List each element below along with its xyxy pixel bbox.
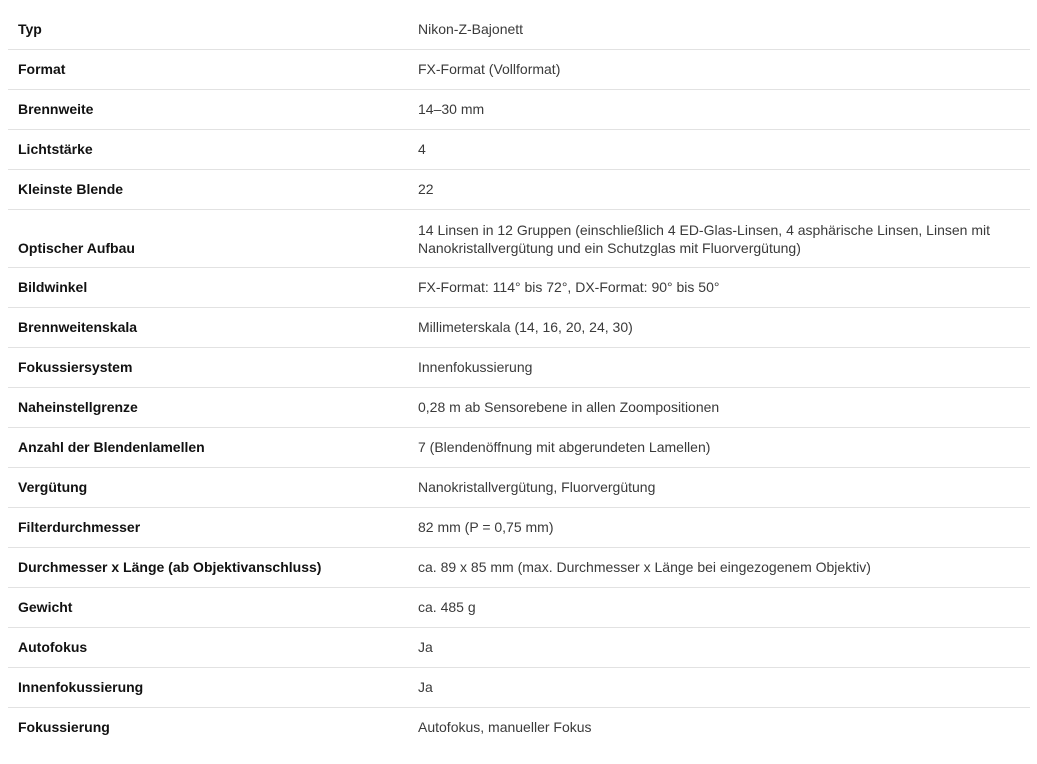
- spec-row-fokussierung: [8, 708, 1030, 748]
- spec-label: Vergütung: [8, 468, 408, 508]
- spec-value: 14–30 mm: [408, 90, 1030, 130]
- spec-label: Format: [8, 50, 408, 90]
- spec-value: Nanokristallvergütung, Fluorvergütung: [408, 468, 1030, 508]
- spec-value: Millimeterskala (14, 16, 20, 24, 30): [408, 308, 1030, 348]
- spec-value: 0,28 m ab Sensorebene in allen Zoompositionen: [408, 388, 1030, 428]
- spec-value: Innenfokussierung: [408, 348, 1030, 388]
- spec-row-format: [8, 50, 1030, 90]
- spec-label: Naheinstellgrenze: [8, 388, 408, 428]
- spec-row-gewicht: [8, 588, 1030, 628]
- spec-label: Fokussiersystem: [8, 348, 408, 388]
- spec-row-verguetung: [8, 468, 1030, 508]
- spec-label: Fokussierung: [18, 719, 110, 735]
- spec-value: ca. 485 g: [408, 588, 1030, 628]
- spec-label: Bildwinkel: [8, 268, 408, 308]
- spec-row-autofokus: [8, 628, 1030, 668]
- spec-row-naheinstellgrenze: [8, 388, 1030, 428]
- spec-value: 4: [408, 130, 1030, 170]
- spec-label: Typ: [8, 10, 408, 50]
- spec-label: Kleinste Blende: [8, 170, 408, 210]
- spec-table: [8, 10, 1030, 747]
- spec-value: Nikon-Z-Bajonett: [408, 10, 1030, 50]
- spec-label: Optischer Aufbau: [8, 210, 408, 268]
- spec-label: Filterdurchmesser: [8, 508, 408, 548]
- spec-row-fokussiersystem: [8, 348, 1030, 388]
- spec-row-innenfokussierung: [8, 668, 1030, 708]
- spec-row-brennweitenskala: [8, 308, 1030, 348]
- spec-label: Anzahl der Blendenlamellen: [8, 428, 408, 468]
- spec-row-bildwinkel: [8, 268, 1030, 308]
- spec-row-kleinste-blende: [8, 170, 1030, 210]
- spec-label: Gewicht: [8, 588, 408, 628]
- spec-value: Ja: [408, 668, 1030, 708]
- spec-value: 82 mm (P = 0,75 mm): [408, 508, 1030, 548]
- spec-value: 7 (Blendenöffnung mit abgerundeten Lamellen): [408, 428, 1030, 468]
- spec-row-optischer-aufbau: [8, 210, 1030, 268]
- spec-value: 14 Linsen in 12 Gruppen (einschließlich 4 ED-Glas-Linsen, 4 asphärische Linsen, Linsen mit Nanokristallvergütung und ein Schutzglas mit Fluorvergütung): [408, 210, 1030, 268]
- spec-label: Brennweite: [8, 90, 408, 130]
- spec-row-typ: [8, 10, 1030, 50]
- spec-value: Ja: [408, 628, 1030, 668]
- spec-label: Autofokus: [8, 628, 408, 668]
- spec-label: Lichtstärke: [8, 130, 408, 170]
- spec-label: Durchmesser x Länge (ab Objektivanschluss): [8, 548, 408, 588]
- spec-label: Brennweitenskala: [8, 308, 408, 348]
- spec-value: 22: [408, 170, 1030, 210]
- spec-value: FX-Format (Vollformat): [408, 50, 1030, 90]
- spec-value: Autofokus, manueller Fokus: [418, 719, 592, 735]
- spec-row-lichtstaerke: [8, 130, 1030, 170]
- spec-label: Innenfokussierung: [8, 668, 408, 708]
- spec-row-filterdurchmesser: [8, 508, 1030, 548]
- spec-value: ca. 89 x 85 mm (max. Durchmesser x Länge bei eingezogenem Objektiv): [408, 548, 1030, 588]
- spec-value: FX-Format: 114° bis 72°, DX-Format: 90° bis 50°: [408, 268, 1030, 308]
- spec-row-blendenlamellen: [8, 428, 1030, 468]
- spec-row-durchmesser-laenge: [8, 548, 1030, 588]
- spec-row-brennweite: [8, 90, 1030, 130]
